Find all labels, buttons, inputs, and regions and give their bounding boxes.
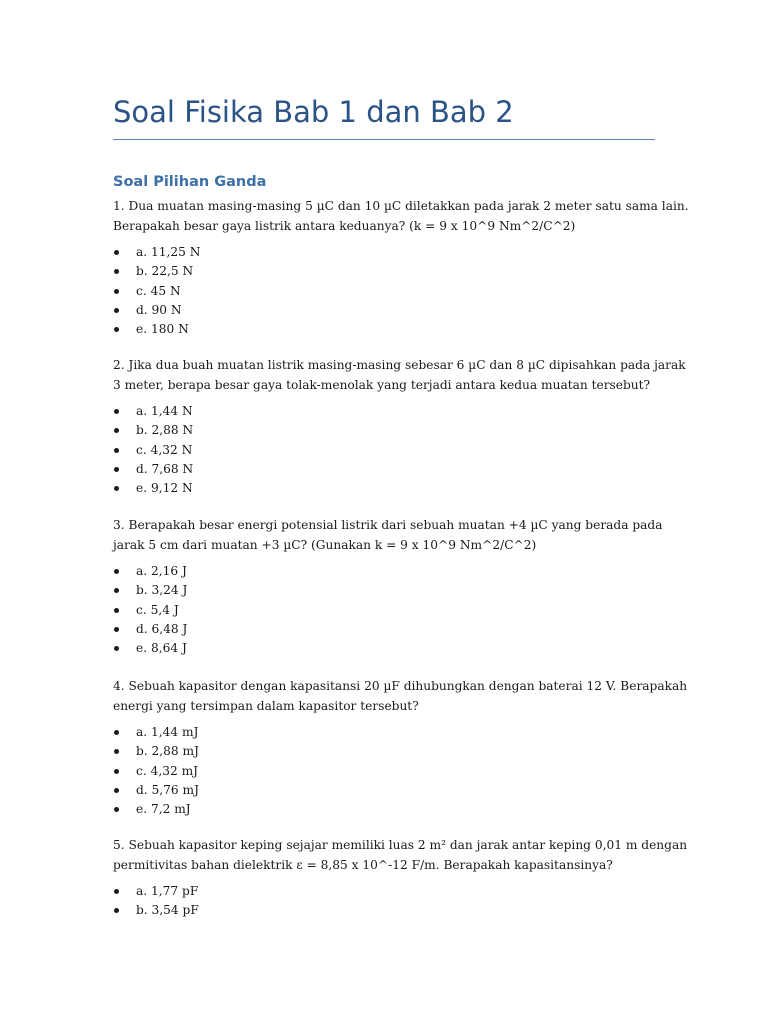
question-line: 3. Berapakah besar energi potensial listrik dari sebuah muatan +4 µC yang berada pada xyxy=(113,518,663,532)
question-line: 5. Sebuah kapasitor keping sejajar memiliki luas 2 m² dan jarak antar keping 0,01 m dengan xyxy=(113,838,688,852)
question-text xyxy=(113,676,688,716)
question-1 xyxy=(113,196,689,339)
option-a xyxy=(113,882,658,901)
option-label: d. 5,76 mJ xyxy=(136,782,200,797)
bullet-icon xyxy=(114,730,119,735)
option-b xyxy=(113,901,658,920)
option-c xyxy=(113,762,658,781)
question-2 xyxy=(113,355,686,498)
question-line: permitivitas bahan dielektrik ε = 8,85 x 10^-12 F/m. Berapakah kapasitansinya? xyxy=(113,858,613,872)
document-title: Soal Fisika Bab 1 dan Bab 2 xyxy=(113,95,514,129)
question-text xyxy=(113,515,663,555)
bullet-icon xyxy=(114,646,119,651)
bullet-icon xyxy=(114,467,119,472)
bullet-icon xyxy=(114,807,119,812)
options-list xyxy=(113,562,658,658)
option-label: e. 9,12 N xyxy=(136,481,193,495)
bullet-icon xyxy=(114,588,119,593)
question-3 xyxy=(113,515,663,658)
option-b xyxy=(113,742,658,761)
option-e xyxy=(113,639,658,658)
question-4 xyxy=(113,676,688,819)
bullet-icon xyxy=(114,250,119,255)
bullet-icon xyxy=(114,486,119,491)
option-label: b. 22,5 N xyxy=(136,264,194,279)
option-e xyxy=(113,800,658,819)
option-label: d. 6,48 J xyxy=(136,621,188,636)
bullet-icon xyxy=(114,749,119,754)
bullet-icon xyxy=(114,769,119,774)
question-line: 1. Dua muatan masing-masing 5 µC dan 10 µC diletakkan pada jarak 2 meter satu sama lain. xyxy=(113,199,689,213)
option-e xyxy=(113,479,658,498)
option-label: d. 90 N xyxy=(136,302,182,317)
bullet-icon xyxy=(114,788,119,793)
option-a xyxy=(113,723,658,742)
question-line: Berapakah besar gaya listrik antara keduanya? (k = 9 x 10^9 Nm^2/C^2) xyxy=(113,219,576,233)
option-label: a. 1,44 mJ xyxy=(136,725,199,739)
question-5 xyxy=(113,835,688,921)
section-heading: Soal Pilihan Ganda xyxy=(113,174,267,190)
question-line: 3 meter, berapa besar gaya tolak-menolak yang terjadi antara kedua muatan tersebut? xyxy=(113,378,651,392)
option-label: c. 4,32 mJ xyxy=(136,763,199,778)
bullet-icon xyxy=(114,908,119,913)
option-b xyxy=(113,262,658,281)
option-d xyxy=(113,620,658,639)
bullet-icon xyxy=(114,409,119,414)
option-label: c. 45 N xyxy=(136,283,181,298)
bullet-icon xyxy=(114,308,119,313)
option-label: b. 2,88 N xyxy=(136,423,194,438)
bullet-icon xyxy=(114,889,119,894)
question-text xyxy=(113,835,688,875)
option-d xyxy=(113,301,658,320)
bullet-icon xyxy=(114,448,119,453)
option-label: a. 1,44 N xyxy=(136,404,193,418)
bullet-icon xyxy=(114,327,119,332)
options-list xyxy=(113,402,658,498)
bullet-icon xyxy=(114,289,119,294)
option-c xyxy=(113,601,658,620)
bullet-icon xyxy=(114,428,119,433)
options-list xyxy=(113,882,658,921)
option-c xyxy=(113,441,658,460)
option-b xyxy=(113,581,658,600)
option-c xyxy=(113,282,658,301)
option-d xyxy=(113,460,658,479)
option-d xyxy=(113,781,658,800)
option-e xyxy=(113,320,658,339)
option-label: e. 180 N xyxy=(136,322,189,336)
bullet-icon xyxy=(114,269,119,274)
option-b xyxy=(113,421,658,440)
option-label: a. 11,25 N xyxy=(136,245,201,259)
option-label: e. 7,2 mJ xyxy=(136,802,191,816)
option-label: a. 1,77 pF xyxy=(136,884,199,898)
question-line: 4. Sebuah kapasitor dengan kapasitansi 20 µF dihubungkan dengan baterai 12 V. Berapakah xyxy=(113,679,688,693)
question-line: 2. Jika dua buah muatan listrik masing-masing sebesar 6 µC dan 8 µC dipisahkan pada jarak xyxy=(113,358,686,372)
option-label: b. 3,54 pF xyxy=(136,903,199,918)
option-a xyxy=(113,562,658,581)
question-line: energi yang tersimpan dalam kapasitor tersebut? xyxy=(113,699,419,713)
options-list xyxy=(113,243,658,339)
option-a xyxy=(113,402,658,421)
option-label: e. 8,64 J xyxy=(136,641,187,655)
question-text xyxy=(113,196,689,236)
options-list xyxy=(113,723,658,819)
option-label: b. 2,88 mJ xyxy=(136,744,200,759)
option-label: b. 3,24 J xyxy=(136,583,188,598)
question-line: jarak 5 cm dari muatan +3 µC? (Gunakan k = 9 x 10^9 Nm^2/C^2) xyxy=(113,538,537,552)
bullet-icon xyxy=(114,569,119,574)
bullet-icon xyxy=(114,608,119,613)
bullet-icon xyxy=(114,627,119,632)
option-label: d. 7,68 N xyxy=(136,461,194,476)
option-label: c. 4,32 N xyxy=(136,442,193,457)
question-text xyxy=(113,355,686,395)
option-label: a. 2,16 J xyxy=(136,564,187,578)
title-divider xyxy=(113,139,655,140)
option-label: c. 5,4 J xyxy=(136,602,179,617)
option-a xyxy=(113,243,658,262)
